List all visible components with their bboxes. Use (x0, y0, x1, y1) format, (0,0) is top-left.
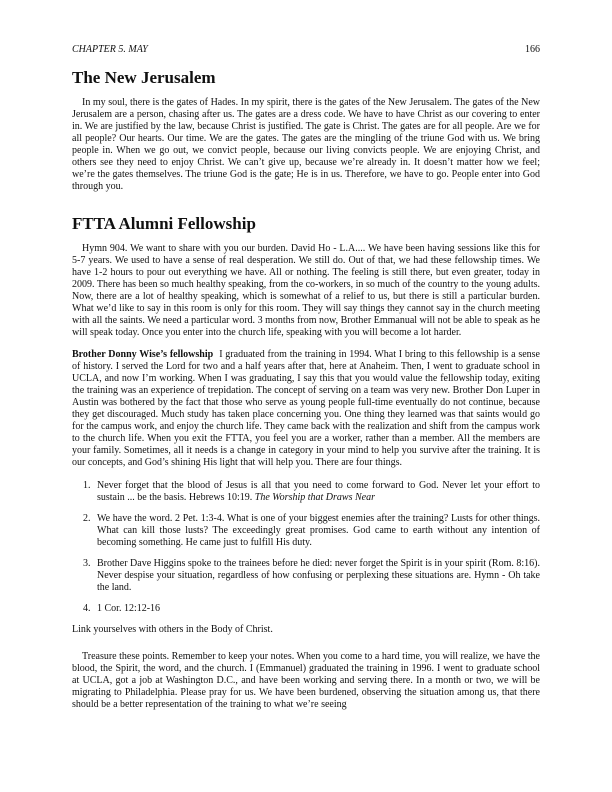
section-title-ftta-alumni-fellowship: FTTA Alumni Fellowship (72, 214, 256, 233)
runin-heading: Brother Donny Wise’s fellowship (72, 349, 214, 360)
four-things-list (72, 480, 540, 615)
closing-paragraph: Treasure these points. Remember to keep your notes. When you come to a hard time, you will realize, we have the blood, the Spirit, the word, and the church. I (Emmanuel) graduated the training in 1996. I went to graduate school at UCLA, got a job at Washington D.C., and have been working and serving there. In a month or two, we will be migrating to Philadelphia. Please pray for us. We have been burdened, observing the situation among us, that there should be a better representation of the training to what we’re seeing (72, 651, 540, 710)
new-jerusalem-paragraph: In my soul, there is the gates of Hades. In my spirit, there is the gates of the New Jerusalem. The gates of the New Jerusalem are a person, chasing after us. The gates are a dress code. We have to have Christ as our covering to enter in. We are justified by the law, because Christ is justified. The gate is Christ. The gates are for all people. Are we for all people? Our hearts. Our time. We are the gates. The gates are the mingling of the triune God with us. We bring people in. When we go out, we convict people, because our living convicts people. We are enjoying Christ, and others see they need to enjoy Christ. We can’t give up, because we’re already in. It doesn’t matter how we feel; we’re the gates themselves. The triune God is the gate; He is in us. Therefore, we have to go. People enter into God through you. (72, 97, 540, 192)
list-text: Brother Dave Higgins spoke to the trainees before he died: never forget the Spirit is in your spirit (Rom. 8:16). Never despise your situation, regardless of how confusing or perplexing these situations are. Hymn - Oh take the land. (97, 558, 540, 593)
list-number: 2. (83, 513, 91, 524)
list-text: Never forget that the blood of Jesus is all that you need to come forward to God. Never let your effort to sustain ... be the basis. Hebrews 10:19. (97, 480, 540, 503)
list-item (72, 480, 540, 504)
donny-wise-paragraph (72, 349, 540, 469)
page-number: 166 (525, 44, 540, 55)
chapter-label: CHAPTER 5. MAY (72, 44, 148, 55)
list-number: 1. (83, 480, 91, 491)
list-number: 3. (83, 558, 91, 569)
ftta-intro-paragraph: Hymn 904. We want to share with you our burden. David Ho - L.A.... We have been having sessions like this for 5-7 years. We used to have a sense of real desperation. We still do. Out of that, we had these fellowship times. We have 1-2 hours to pour out everything we have. All or nothing. The feeling is still there, but even greater, today in 2009. There has been so much healthy speaking, from the co-workers, in so much of the country to the young adults. Now, there are a lot of healthy speaking, which is somewhat of a relief to us, but there is still a particular burden. What we’d like to say in this room is only for this room. They will say things they cannot say in the church meeting with all the saints. We need a particular word. 3 months from now, Brother Emmanual will not be able to speak as he will speak today. Once you enter into the church life, speaking with you will become a lot harder. (72, 243, 540, 338)
after-list-line: Link yourselves with others in the Body of Christ. (72, 624, 273, 635)
list-item (72, 603, 540, 615)
list-item (72, 558, 540, 594)
runin-body: I graduated from the training in 1994. What I bring to this fellowship is a sense of history. I served the Lord for two and a half years after that, here at Anaheim. Then, I went to graduate school in UCLA, and now I’m working. When I was graduating, I say this that you would value the fellowship today, exiting the training was an experience of trepidation. The concept of serving on a team was very new. Brother Don Luper in Austin was bothered by the fact that those who serve as young people full-time eventually do not continue, because they get discouraged. Much study has taken place concerning you. One thing they learned was that saints would go for the campus work, and enjoy the church life. They came back with the realization and shift from the campus work to the church life. When you exit the FTTA, you feel you are a worker, rather than a member. All the members are your family. Sometimes, all it needs is a change in category in your mind to help you survive after the training. It is our concepts, and God’s shining His light that will help you. There are four things. (72, 349, 540, 468)
list-text: 1 Cor. 12:12-16 (97, 603, 161, 614)
list-item (72, 513, 540, 549)
list-text: We have the word. 2 Pet. 1:3-4. What is one of your biggest enemies after the training? Lusts for other things. What can kill those lusts? The exceedingly great promises. God came to earth without any intention of becoming something. He came just to fulfill His duty. (97, 513, 540, 548)
document-page (72, 44, 540, 711)
list-number: 4. (83, 603, 91, 614)
book-title: The Worship that Draws Near (254, 492, 375, 503)
running-header (72, 44, 540, 56)
section-title-new-jerusalem: The New Jerusalem (72, 68, 216, 87)
